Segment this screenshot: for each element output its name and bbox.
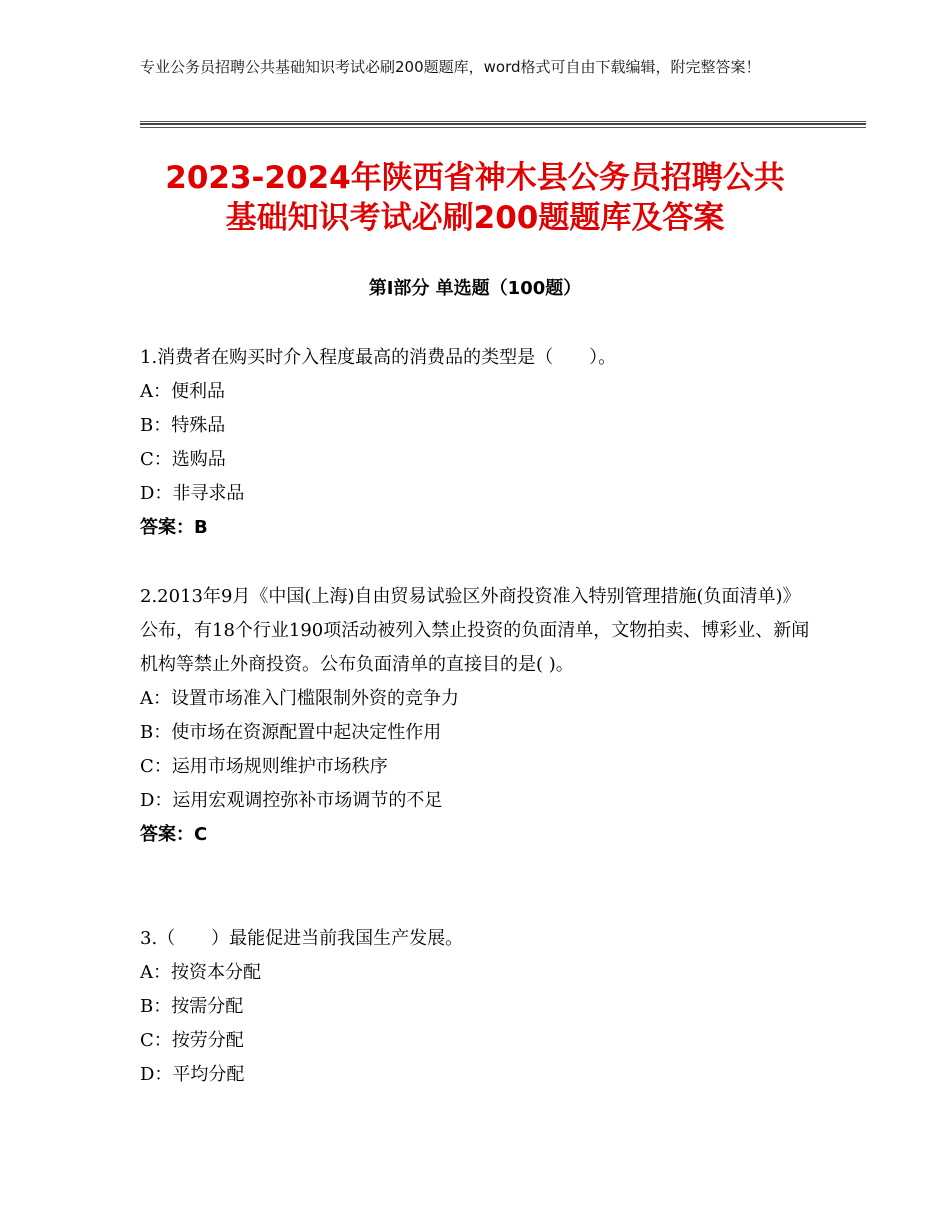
header-rule-bottom [140, 127, 866, 128]
question-block [140, 922, 810, 1092]
option-a: A：便利品 [140, 381, 225, 402]
question-stem: 3.（ ）最能促进当前我国生产发展。 [140, 928, 464, 949]
option-d: D：平均分配 [140, 1064, 245, 1085]
header-rule-middle [140, 123, 866, 125]
option-b: B：特殊品 [140, 415, 226, 436]
question-block [140, 341, 810, 545]
option-a: A：按资本分配 [140, 962, 261, 983]
section-title: 第Ⅰ部分 单选题（100题） [368, 278, 582, 299]
question-block [140, 580, 810, 852]
answer-line: 答案：B [140, 517, 208, 538]
option-c: C：按劳分配 [140, 1030, 244, 1051]
document-title [120, 158, 830, 238]
header-rule-top [140, 121, 866, 122]
option-b: B：使市场在资源配置中起决定性作用 [140, 722, 442, 743]
title-line-2: 基础知识考试必刷200题题库及答案 [225, 200, 725, 236]
title-line-1: 2023-2024年陕西省神木县公务员招聘公共 [165, 160, 785, 196]
option-a: A：设置市场准入门槛限制外资的竞争力 [140, 688, 459, 709]
option-b: B：按需分配 [140, 996, 244, 1017]
answer-line: 答案：C [140, 824, 208, 845]
question-stem: 1.消费者在购买时介入程度最高的消费品的类型是（ ）。 [140, 347, 617, 368]
question-stem: 2.2013年9月《中国(上海)自由贸易试验区外商投资准入特别管理措施(负面清单)》公布，有18个行业190项活动被列入禁止投资的负面清单，文物拍卖、博彩业、新闻机构等禁止外商投资。公布负面清单的直接目的是( )。 [140, 586, 810, 675]
option-d: D：非寻求品 [140, 483, 245, 504]
option-c: C：选购品 [140, 449, 226, 470]
option-d: D：运用宏观调控弥补市场调节的不足 [140, 790, 443, 811]
option-c: C：运用市场规则维护市场秩序 [140, 756, 388, 777]
header-note: 专业公务员招聘公共基础知识考试必刷200题题库，word格式可自由下载编辑，附完整答案！ [140, 58, 761, 76]
